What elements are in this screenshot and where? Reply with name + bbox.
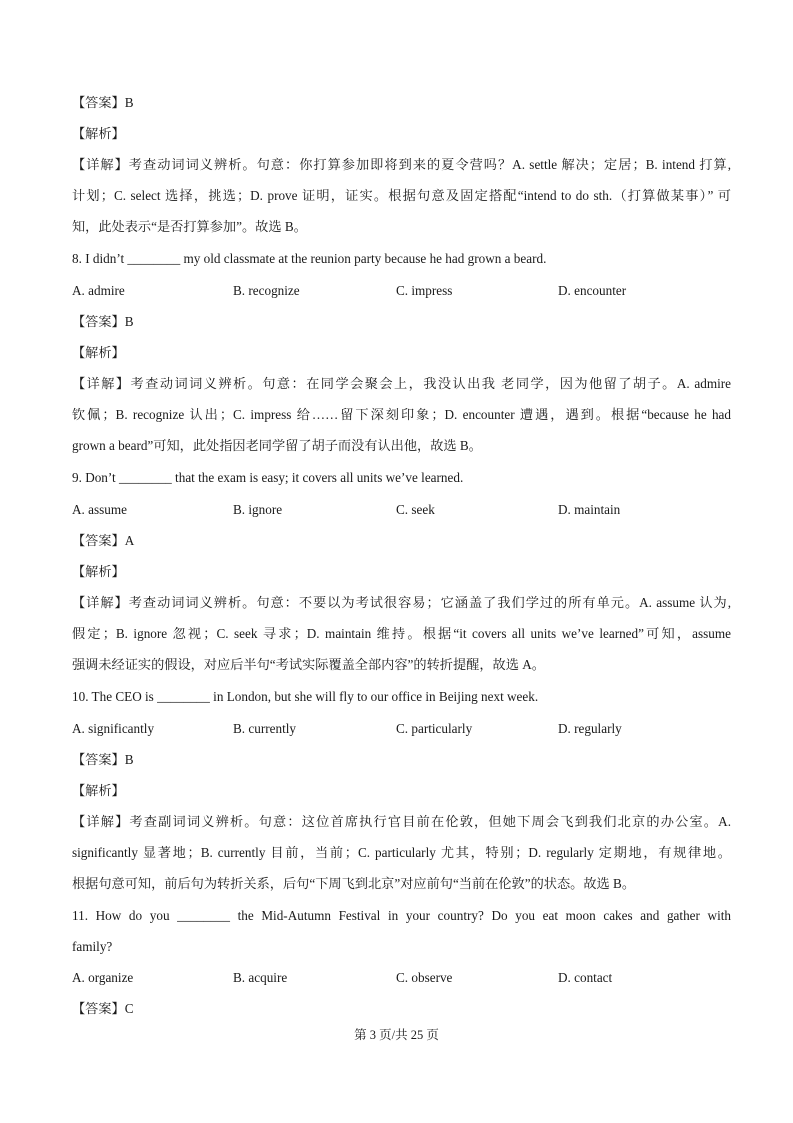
q9-analysis-label: 【解析】 [72, 564, 125, 579]
q9-option-c: C. seek [396, 502, 435, 517]
q7-analysis-label: 【解析】 [72, 126, 125, 141]
q11-option-a: A. organize [72, 970, 134, 985]
q9-answer: 【答案】A [72, 533, 135, 548]
q10-detail-line: 【详解】考查副词词义辨析。句意：这位首席执行官目前在伦敦，但她下周会飞到我们北京的办公室。A. [72, 814, 731, 829]
q10-option-a: A. significantly [72, 721, 155, 736]
q8-stem: 8. I didn’t ________ my old classmate at the reunion party because he had grown a beard. [72, 251, 547, 266]
q10-stem: 10. The CEO is ________ in London, but she will fly to our office in Beijing next week. [72, 689, 539, 704]
q7-detail-line: 知，此处表示“是否打算参加”。故选 B。 [72, 219, 307, 234]
q8-option-a: A. admire [72, 283, 125, 298]
q11-stem-continued: family? [72, 939, 113, 954]
q9-stem: 9. Don’t ________ that the exam is easy; it covers all units we’ve learned. [72, 470, 464, 485]
q10-option-d: D. regularly [558, 721, 622, 736]
q10-answer: 【答案】B [72, 752, 134, 767]
q9-option-a: A. assume [72, 502, 127, 517]
q8-option-c: C. impress [396, 283, 453, 298]
q7-detail-line: 计划；C. select 选择，挑选；D. prove 证明，证实。根据句意及固定搭配“intend to do sth.（打算做某事）” 可 [72, 188, 731, 203]
q8-analysis-label: 【解析】 [72, 345, 125, 360]
q9-detail-line: 强调未经证实的假设，对应后半句“考试实际覆盖全部内容”的转折提醒，故选 A。 [72, 657, 545, 672]
q10-detail-line: significantly 显著地；B. currently 目前，当前；C. particularly 尤其，特别；D. regularly 定期地，有规律地。 [72, 845, 731, 860]
q9-option-b: B. ignore [233, 502, 283, 517]
q11-option-d: D. contact [558, 970, 613, 985]
q9-detail-line: 假定；B. ignore 忽视；C. seek 寻求；D. maintain 维持。根据“it covers all units we’ve learned”可知，assume [72, 626, 731, 641]
q9-option-d: D. maintain [558, 502, 621, 517]
q8-option-b: B. recognize [233, 283, 300, 298]
q9-detail-line: 【详解】考查动词词义辨析。句意：不要以为考试很容易；它涵盖了我们学过的所有单元。A. assume 认为, [72, 595, 731, 610]
q10-analysis-label: 【解析】 [72, 783, 125, 798]
q8-answer: 【答案】B [72, 314, 134, 329]
q11-option-c: C. observe [396, 970, 453, 985]
q8-detail-line: 【详解】考查动词词义辨析。句意：在同学会聚会上，我没认出我 老同学，因为他留了胡子。A. admire [72, 376, 731, 391]
q8-option-d: D. encounter [558, 283, 627, 298]
q11-answer: 【答案】C [72, 1001, 134, 1016]
q8-detail-line: 钦佩；B. recognize 认出；C. impress 给……留下深刻印象；D. encounter 遭遇，遇到。根据“because he had [72, 407, 731, 422]
q8-detail-line: grown a beard”可知，此处指因老同学留了胡子而没有认出他，故选 B。 [72, 438, 482, 453]
q10-option-c: C. particularly [396, 721, 473, 736]
page-number-footer: 第 3 页/共 25 页 [354, 1028, 439, 1042]
q10-detail-line: 根据句意可知，前后句为转折关系，后句“下周飞到北京”对应前句“当前在伦敦”的状态。故选 B。 [72, 876, 636, 891]
q7-detail-line: 【详解】考查动词词义辨析。句意：你打算参加即将到来的夏令营吗？A. settle 解决；定居；B. intend 打算, [72, 157, 731, 172]
q10-option-b: B. currently [233, 721, 296, 736]
q11-option-b: B. acquire [233, 970, 288, 985]
q11-stem: 11. How do you ________ the Mid-Autumn Festival in your country? Do you eat moon cakes and gather with [72, 908, 731, 923]
q7-answer: 【答案】B [72, 95, 134, 110]
